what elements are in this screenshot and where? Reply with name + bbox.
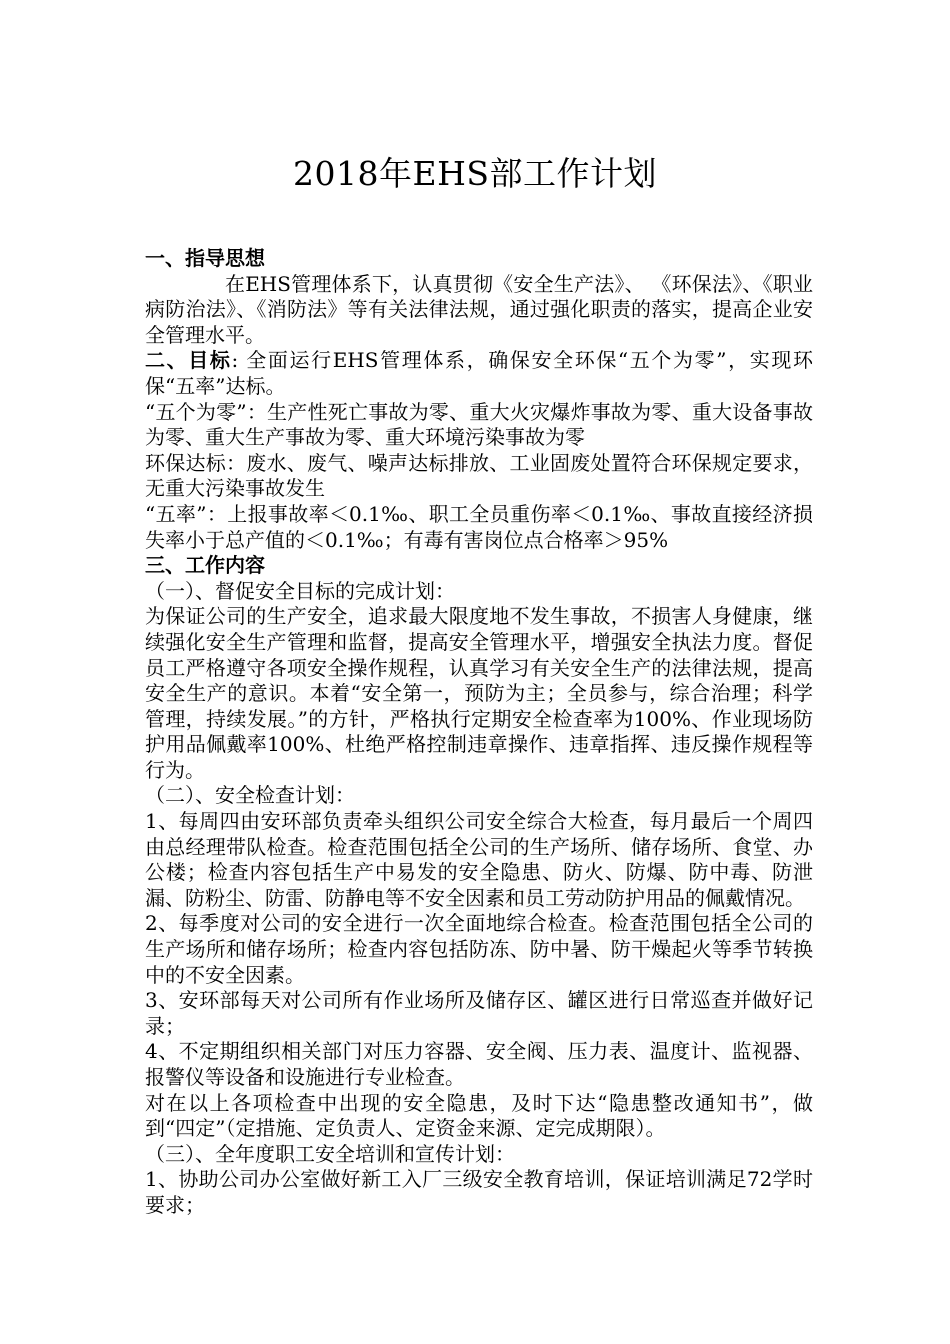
list-item: 3、安环部每天对公司所有作业场所及储存区、罐区进行日常巡查并做好记录； bbox=[145, 988, 813, 1038]
paragraph-guiding-thought: 在EHS管理体系下，认真贯彻《安全生产法》、 《环保法》、《职业病防治法》、《消防法》等有关法律法规，通过强化职责的落实，提高企业安全管理水平。 bbox=[145, 271, 813, 347]
section-heading-goal: 二、目标 bbox=[145, 348, 232, 373]
paragraph-goal-plan: 为保证公司的生产安全，追求最大限度地不发生事故，不损害人身健康，继续强化安全生产管理和监督，提高安全管理水平，增强安全执法力度。督促员工严格遵守各项安全操作规程，认真学习有关安全生产的法律法规，提高安全生产的意识。本着“安全第一，预防为主；全员参与，综合治理；科学管理，持续发展。”的方针，严格执行定期安全检查率为100%、作业现场防护用品佩戴率100%、杜绝严格控制违章操作、违章指挥、违反操作规程等行为。 bbox=[145, 604, 813, 782]
paragraph-five-zero: “五个为零”：生产性死亡事故为零、重大火灾爆炸事故为零、重大设备事故为零、重大生产事故为零、重大环境污染事故为零 bbox=[145, 399, 813, 450]
subsection-heading-training-plan: （三）、全年度职工安全培训和宣传计划： bbox=[145, 1141, 515, 1166]
paragraph-inspection-followup: 对在以上各项检查中出现的安全隐患，及时下达“隐患整改通知书”，做到“四定”（定措施、定负责人、定资金来源、定完成期限）。 bbox=[145, 1090, 813, 1141]
subsection-heading-goal-plan: （一）、督促安全目标的完成计划： bbox=[145, 578, 455, 603]
document-title: 2018年EHS部工作计划 bbox=[293, 154, 657, 193]
goal-text: : 全面运行EHS管理体系，确保安全环保“五个为零”，实现环保“五率”达标。 bbox=[145, 348, 813, 398]
list-item: 4、不定期组织相关部门对压力容器、安全阀、压力表、温度计、监视器、报警仪等设备和设施进行专业检查。 bbox=[145, 1039, 813, 1089]
paragraph-five-rate: “五率”：上报事故率＜0.1‰、职工全员重伤率＜0.1‰、事故直接经济损失率小于总产值的＜0.1‰；有毒有害岗位点合格率＞95% bbox=[145, 501, 813, 552]
document-body bbox=[145, 246, 813, 1219]
paragraph-goal bbox=[145, 348, 813, 399]
subsection-heading-inspection-plan: （二）、安全检查计划： bbox=[145, 783, 355, 808]
list-item: 2、每季度对公司的安全进行一次全面地综合检查。检查范围包括全公司的生产场所和储存场所；检查内容包括防冻、防中暑、防干燥起火等季节转换中的不安全因素。 bbox=[145, 911, 813, 987]
list-item: 1、协助公司办公室做好新工入厂三级安全教育培训，保证培训满足72学时要求； bbox=[145, 1167, 813, 1217]
section-heading-work-content: 三、工作内容 bbox=[145, 553, 265, 578]
paragraph-env-standard: 环保达标：废水、废气、噪声达标排放、工业固废处置符合环保规定要求，无重大污染事故发生 bbox=[145, 450, 813, 501]
section-heading-guiding-thought: 一、指导思想 bbox=[145, 246, 265, 270]
list-item: 1、每周四由安环部负责牵头组织公司安全综合大检查，每月最后一个周四由总经理带队检查。检查范围包括全公司的生产场所、储存场所、食堂、办公楼；检查内容包括生产中易发的安全隐患、防火、防爆、防中毒、防泄漏、防粉尘、防雷、防静电等不安全因素和员工劳动防护用品的佩戴情况。 bbox=[145, 809, 813, 910]
